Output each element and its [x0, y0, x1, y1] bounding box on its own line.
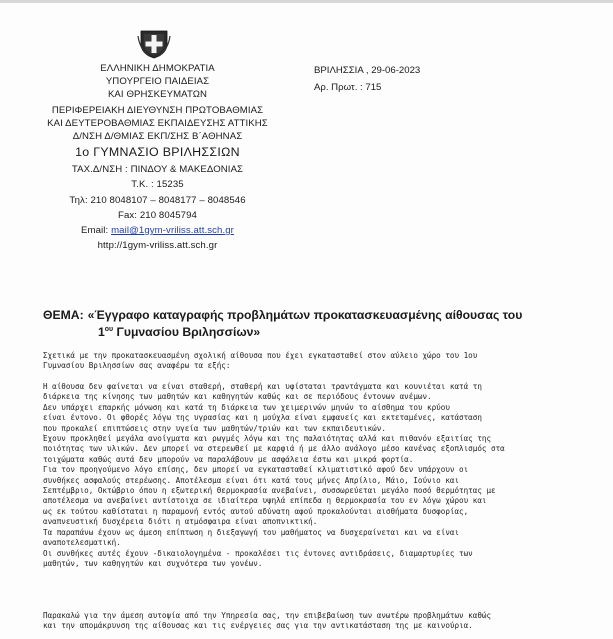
- scan-edge: [0, 0, 613, 3]
- body-line: Οι συνθήκες αυτές έχουν -δικαιολογημένα - προκαλέσει τις έντονες αντιδράσεις, διαμαρτυρίες των: [43, 548, 473, 558]
- school-name: 1ο ΓΥΜΝΑΣΙΟ ΒΡΙΛΗΣΣΙΩΝ: [75, 145, 240, 160]
- body-line: αναποτελεσματική.: [43, 538, 121, 548]
- body-line: τοιχώματα καθώς αυτά δεν μπορούν να παραλάβουν με ασφάλεια έστω και μικρά φορτία.: [43, 454, 414, 464]
- subject-label: ΘΕΜΑ:: [43, 308, 84, 322]
- body-line: που προκαλεί επιπτώσεις στην υγεία των μαθητών/τριών και των εκπαιδευτικών.: [43, 423, 386, 433]
- website: http://1gym-vriliss.att.sch.gr: [97, 240, 218, 252]
- body-line: Δεν υπάρχει επαρκής μόνωση και κατά τη διάρκεια των χειμερινών μηνών το αίσθημα του κρύου: [43, 402, 450, 412]
- sender-line: ΠΕΡΙΦΕΡΕΙΑΚΗ ΔΙΕΥΘΥΝΣΗ ΠΡΩΤΟΒΑΘΜΙΑΣ: [51, 104, 264, 116]
- subject-heading: [43, 307, 522, 341]
- phone: Τηλ: 210 8048107 – 8048177 – 8048546: [69, 194, 246, 206]
- body-line: ποιότητας των υλικών. Δεν μπορεί να στερεωθεί με καρφιά ή με άλλο ανάλογο μέσο κανένας εξοπλισμός στα: [43, 444, 505, 454]
- body-line: Τα παραπάνω έχουν ως άμεση επίπτωση η διεξαγωγή του μαθήματος να δυσχεραίνεται και να είναι: [43, 527, 460, 537]
- intro-paragraph: [43, 351, 587, 372]
- address: ΤΑΧ.Δ/ΝΣΗ : ΠΙΝΔΟΥ & ΜΑΚΕΔΟΝΙΑΣ: [71, 164, 244, 176]
- sender-line: ΚΑΙ ΔΕΥΤΕΡΟΒΑΘΜΙΑΣ ΕΚΠΑΙΔΕΥΣΗΣ ΑΤΤΙΚΗΣ: [47, 117, 268, 129]
- email-label: Email:: [81, 225, 112, 237]
- email-link[interactable]: mail@1gym-vriliss.att.sch.gr: [111, 225, 234, 237]
- greek-coat-of-arms-icon: [137, 26, 171, 60]
- body-line: μαθητών, των καθηγητών και συχνότερα των γονέων.: [43, 558, 263, 568]
- postcode: Τ.Κ. : 15235: [131, 179, 184, 191]
- body-line: και την απομάκρυνση της αίθουσας και τις ενέργειες σας για την αντικατάσταση της με καινούρια.: [43, 621, 473, 631]
- sender-line: ΚΑΙ ΘΡΗΣΚΕΥΜΑΤΩΝ: [107, 89, 208, 101]
- sender-line: Δ/ΝΣΗ Δ/ΘΜΙΑΣ ΕΚΠ/ΣΗΣ Β΄ΑΘΗΝΑΣ: [72, 131, 243, 143]
- sender-block: [30, 62, 285, 252]
- body-line: συνθήκες ασφαλούς στερέωσης. Αποτέλεσμα είναι ότι κατά τους μήνες Απρίλιο, Μάιο, Ιούνιο και: [43, 475, 460, 485]
- sender-line: ΕΛΛΗΝΙΚΗ ΔΗΜΟΚΡΑΤΙΑ: [100, 63, 215, 74]
- document-meta: [314, 62, 420, 96]
- body-line: είναι έντονο. Οι φθορές λόγω της υγρασίας και η μούχλα είναι εμφανείς και εκτεταμένες, κατάσταση: [43, 413, 482, 423]
- subject-line-1: «Έγγραφο καταγραφής προβλημάτων προκατασκευασμένης αίθουσας του: [87, 308, 523, 322]
- body-line: ως εκ τούτου καθίσταται η παραμονή εντός αυτού αδύνατη αφού προκαλούνται αισθήματα δυσφορίας,: [43, 506, 469, 516]
- subject-line-2: Γυμνασίου Βριλησσίων»: [113, 325, 261, 339]
- body-line: Έχουν προκληθεί μεγάλα ανοίγματα και ρωγμές λόγω και της παλαιότητας αλλά και πιθανόν εξαιτίας της: [43, 434, 492, 444]
- protocol-number: Αρ. Πρωτ. : 715: [314, 82, 382, 93]
- body-line: Γυμνασίου Βριλησσίων σας αναφέρω τα εξής:: [43, 361, 231, 371]
- closing-paragraph: [43, 611, 587, 632]
- body-line: Σχετικά με την προκατασκευασμένη σχολική αίθουσα που έχει εγκατασταθεί στον αύλειο χώρο του 1ου: [43, 351, 478, 360]
- body-line: διάρκεια της κίνησης των μαθητών και καθηγητών καθώς και σε περιόδους έντονων ανέμων.: [43, 392, 432, 402]
- body-line: Για τον προηγούμενο λόγο επίσης, δεν μπορεί να εγκατασταθεί κλιματιστικό αφού δεν υπάρχουν οι: [43, 465, 469, 475]
- subject-ordinal: 1: [98, 325, 105, 339]
- body-line: Η αίθουσα δεν φαίνεται να είναι σταθερή, σταθερή και υφίσταται τραντάγματα και κουνιέται κατά τη: [43, 382, 482, 391]
- body-line: Παρακαλώ για την άμεση αυτοψία από την Υπηρεσία σας, την επιβεβαίωση των ανωτέρω προβλημάτων καθώς: [43, 611, 492, 620]
- place-date: ΒΡΙΛΗΣΣΙΑ , 29-06-2023: [314, 65, 421, 76]
- fax: Fax: 210 8045794: [118, 209, 197, 221]
- body-line: Σεπτέμβριο, Οκτώβριο όπου η εξωτερική θερμοκρασία ανεβαίνει, συσσωρεύεται μεγάλο ποσό θερμότητας με: [43, 486, 496, 496]
- body-line: αναπνευστική δυσχέρεια διότι η ατμόσφαιρα είναι αποπνικτική.: [43, 517, 318, 527]
- email-line: [30, 224, 285, 237]
- problems-paragraph: [43, 382, 587, 569]
- sender-line: ΥΠΟΥΡΓΕΙΟ ΠΑΙΔΕΙΑΣ: [105, 76, 210, 88]
- subject-ordinal-suffix: ου: [104, 325, 114, 333]
- body-line: αποτέλεσμα να ανεβαίνει αντίστοιχα σε ιδιαίτερα υψηλά επίπεδα η θερμοκρασία του εν λόγω χώρου και: [43, 496, 487, 506]
